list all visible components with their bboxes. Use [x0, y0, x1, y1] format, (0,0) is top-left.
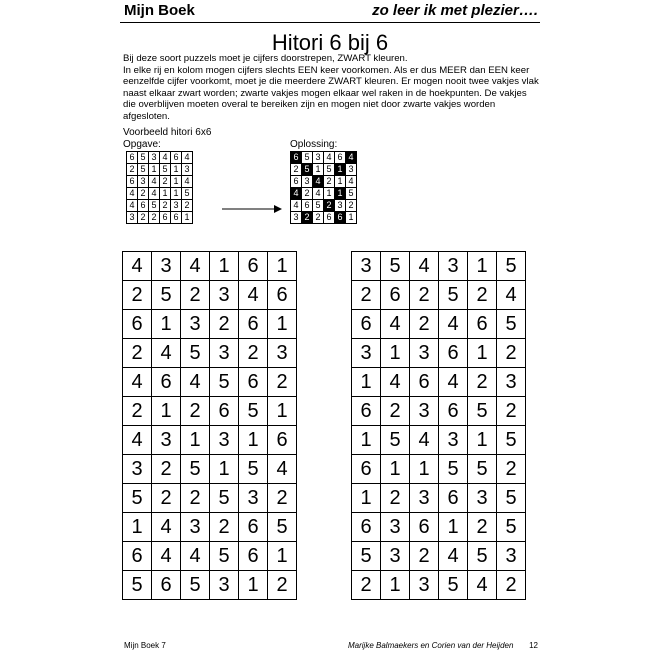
puzzle-cell[interactable]: 1 — [352, 484, 381, 513]
puzzle-cell[interactable]: 2 — [268, 484, 297, 513]
example-puzzle-cell: 6 — [127, 176, 138, 188]
puzzle-cell[interactable]: 5 — [123, 571, 152, 600]
puzzle-cell[interactable]: 6 — [123, 310, 152, 339]
grid-row — [127, 176, 193, 188]
puzzle-cell[interactable]: 3 — [152, 426, 181, 455]
example-solution-cell: 4 — [291, 188, 302, 200]
puzzle-cell[interactable]: 1 — [239, 571, 268, 600]
puzzle-cell[interactable]: 5 — [239, 455, 268, 484]
puzzle-cell[interactable]: 3 — [210, 426, 239, 455]
puzzle-cell[interactable]: 2 — [352, 571, 381, 600]
puzzle-cell[interactable]: 1 — [468, 339, 497, 368]
example-solution-cell: 1 — [335, 176, 346, 188]
puzzle-cell[interactable]: 5 — [181, 455, 210, 484]
example-solution-cell: 4 — [313, 176, 324, 188]
puzzle-cell[interactable]: 6 — [410, 368, 439, 397]
example-solution-cell: 4 — [346, 176, 357, 188]
grid-row — [352, 426, 526, 455]
puzzle-cell[interactable]: 2 — [410, 542, 439, 571]
puzzle-label: Opgave: — [123, 139, 161, 150]
example-puzzle-cell: 5 — [182, 188, 193, 200]
example-puzzle-cell: 2 — [138, 188, 149, 200]
example-solution-cell: 2 — [313, 212, 324, 224]
example-puzzle-cell: 1 — [182, 212, 193, 224]
puzzle-cell[interactable]: 5 — [468, 542, 497, 571]
puzzle-cell[interactable]: 3 — [210, 281, 239, 310]
example-solution-cell: 6 — [302, 200, 313, 212]
grid-row — [291, 176, 357, 188]
puzzle-cell[interactable]: 5 — [181, 571, 210, 600]
example-solution-cell: 1 — [324, 188, 335, 200]
puzzle-cell[interactable]: 5 — [439, 571, 468, 600]
puzzle-cell[interactable]: 6 — [352, 310, 381, 339]
puzzle-cell[interactable]: 4 — [152, 513, 181, 542]
example-puzzle-cell: 4 — [182, 176, 193, 188]
example-puzzle-cell: 3 — [171, 200, 182, 212]
grid-row — [123, 455, 297, 484]
grid-row — [123, 281, 297, 310]
puzzle-cell[interactable]: 4 — [381, 310, 410, 339]
puzzle-cell[interactable]: 4 — [181, 542, 210, 571]
puzzle-cell[interactable]: 2 — [152, 455, 181, 484]
puzzle-cell[interactable]: 3 — [381, 513, 410, 542]
example-solution-cell: 4 — [346, 152, 357, 164]
puzzle-cell[interactable]: 1 — [268, 252, 297, 281]
example-solution-cell: 6 — [291, 176, 302, 188]
example-puzzle-cell: 2 — [182, 200, 193, 212]
grid-row — [352, 310, 526, 339]
puzzle-cell[interactable]: 2 — [268, 368, 297, 397]
puzzle-cell[interactable]: 4 — [152, 339, 181, 368]
grid-row — [352, 513, 526, 542]
puzzle-cell[interactable]: 1 — [381, 455, 410, 484]
puzzle-cell[interactable]: 5 — [210, 542, 239, 571]
puzzle-cell[interactable]: 2 — [381, 397, 410, 426]
puzzle-cell[interactable]: 3 — [410, 339, 439, 368]
puzzle-cell[interactable]: 1 — [381, 339, 410, 368]
page-title: Hitori 6 bij 6 — [271, 30, 389, 55]
example-puzzle-cell: 6 — [127, 152, 138, 164]
puzzle-cell[interactable]: 2 — [497, 339, 526, 368]
puzzle-cell[interactable]: 3 — [497, 542, 526, 571]
puzzle-cell[interactable]: 5 — [381, 426, 410, 455]
example-solution-cell: 2 — [302, 212, 313, 224]
puzzle-cell[interactable]: 3 — [268, 339, 297, 368]
puzzle-cell[interactable]: 3 — [439, 426, 468, 455]
grid-row — [291, 164, 357, 176]
example-solution-cell: 1 — [313, 164, 324, 176]
puzzle-cell[interactable]: 4 — [410, 252, 439, 281]
grid-row — [127, 188, 193, 200]
example-puzzle-cell: 3 — [127, 212, 138, 224]
puzzle-cell[interactable]: 5 — [123, 484, 152, 513]
example-solution-cell: 6 — [335, 212, 346, 224]
example-puzzle-cell: 3 — [182, 164, 193, 176]
puzzle-cell[interactable]: 1 — [439, 513, 468, 542]
grid-row — [352, 571, 526, 600]
puzzle-cell[interactable]: 6 — [439, 339, 468, 368]
puzzle-cell[interactable]: 6 — [123, 542, 152, 571]
puzzle-cell[interactable]: 3 — [439, 252, 468, 281]
example-solution-cell: 5 — [324, 164, 335, 176]
example-solution-cell: 5 — [302, 164, 313, 176]
puzzle-cell[interactable]: 6 — [239, 513, 268, 542]
example-solution-cell: 4 — [291, 200, 302, 212]
example-puzzle-cell: 2 — [127, 164, 138, 176]
grid-row — [291, 200, 357, 212]
puzzle-cell[interactable]: 1 — [123, 513, 152, 542]
example-puzzle-cell: 1 — [171, 164, 182, 176]
hitori-puzzle-3[interactable] — [122, 425, 297, 600]
grid-row — [123, 571, 297, 600]
puzzle-cell[interactable]: 4 — [123, 426, 152, 455]
puzzle-cell[interactable]: 4 — [381, 368, 410, 397]
puzzle-cell[interactable]: 3 — [410, 397, 439, 426]
puzzle-cell[interactable]: 3 — [181, 310, 210, 339]
instructions-paragraph: In elke rij en kolom mogen cijfers slechts EEN keer voorkomen. Als er dus MEER dan EEN keer eenzelfde cijfer voorkomt, moet je die meerdere ZWART kleuren. Er mogen nooit twee vakjes vlak naast elkaar zwart worden; zwarte vakjes mogen elkaar wel raken in de hoekpunten. De vakjes die overblijven moeten overal te bereiken zijn en mogen niet door zwarte vakjes worden afgesloten. — [123, 64, 539, 122]
puzzle-cell[interactable]: 5 — [152, 281, 181, 310]
puzzle-cell[interactable]: 4 — [439, 368, 468, 397]
grid-row — [127, 152, 193, 164]
example-puzzle-cell: 2 — [160, 200, 171, 212]
puzzle-cell[interactable]: 5 — [352, 542, 381, 571]
puzzle-cell[interactable]: 1 — [468, 252, 497, 281]
puzzle-cell[interactable]: 2 — [123, 397, 152, 426]
puzzle-cell[interactable]: 6 — [381, 281, 410, 310]
grid-row — [352, 542, 526, 571]
grid-row — [352, 339, 526, 368]
puzzle-cell[interactable]: 1 — [381, 571, 410, 600]
puzzle-cell[interactable]: 6 — [468, 310, 497, 339]
instructions — [123, 53, 539, 123]
puzzle-cell[interactable]: 2 — [497, 397, 526, 426]
puzzle-cell[interactable]: 4 — [181, 252, 210, 281]
grid-row — [291, 152, 357, 164]
example-solution-cell: 3 — [302, 176, 313, 188]
puzzle-cell[interactable]: 5 — [468, 455, 497, 484]
puzzle-cell[interactable]: 5 — [497, 310, 526, 339]
puzzle-cell[interactable]: 5 — [468, 397, 497, 426]
page-number: 12 — [529, 641, 538, 650]
puzzle-cell[interactable]: 4 — [239, 281, 268, 310]
puzzle-cell[interactable]: 6 — [152, 571, 181, 600]
example-puzzle-cell: 3 — [138, 176, 149, 188]
footer-authors: Marijke Balmaekers en Corien van der Heijden — [348, 641, 514, 650]
puzzle-cell[interactable]: 6 — [152, 368, 181, 397]
grid-row — [352, 397, 526, 426]
example-solution-cell: 4 — [324, 152, 335, 164]
puzzle-cell[interactable]: 5 — [239, 397, 268, 426]
puzzle-cell[interactable]: 3 — [123, 455, 152, 484]
puzzle-cell[interactable]: 4 — [152, 542, 181, 571]
example-puzzle-cell: 5 — [149, 200, 160, 212]
puzzle-cell[interactable]: 5 — [210, 484, 239, 513]
puzzle-cell[interactable]: 4 — [468, 571, 497, 600]
puzzle-cell[interactable]: 5 — [181, 339, 210, 368]
example-puzzle-grid — [126, 151, 193, 224]
example-solution-cell: 3 — [313, 152, 324, 164]
instructions-line: Bij deze soort puzzels moet je cijfers doorstrepen, ZWART kleuren. — [123, 53, 408, 64]
example-label: Voorbeeld hitori 6x6 — [123, 127, 212, 138]
example-puzzle-cell: 5 — [138, 152, 149, 164]
example-puzzle-cell: 4 — [149, 188, 160, 200]
puzzle-cell[interactable]: 2 — [497, 571, 526, 600]
grid-row — [123, 542, 297, 571]
example-puzzle-cell: 2 — [160, 176, 171, 188]
example-puzzle-cell: 4 — [127, 200, 138, 212]
puzzle-cell[interactable]: 2 — [468, 281, 497, 310]
example-solution-cell: 1 — [346, 212, 357, 224]
puzzle-cell[interactable]: 2 — [181, 397, 210, 426]
example-solution-cell: 4 — [313, 188, 324, 200]
example-puzzle-cell: 1 — [149, 164, 160, 176]
puzzle-cell[interactable]: 2 — [210, 513, 239, 542]
grid-row — [291, 188, 357, 200]
grid-row — [123, 397, 297, 426]
example-solution-cell: 6 — [291, 152, 302, 164]
puzzle-cell[interactable]: 2 — [123, 281, 152, 310]
puzzle-cell[interactable]: 4 — [497, 281, 526, 310]
puzzle-cell[interactable]: 4 — [439, 542, 468, 571]
example-puzzle-cell: 3 — [149, 152, 160, 164]
example-solution-cell: 5 — [346, 188, 357, 200]
puzzle-cell[interactable]: 1 — [210, 455, 239, 484]
puzzle-cell[interactable]: 2 — [239, 339, 268, 368]
puzzle-cell[interactable]: 6 — [439, 397, 468, 426]
puzzle-cell[interactable]: 6 — [439, 484, 468, 513]
example-solution-cell: 1 — [335, 164, 346, 176]
puzzle-cell[interactable]: 2 — [410, 281, 439, 310]
example-puzzle-cell: 1 — [160, 188, 171, 200]
puzzle-cell[interactable]: 5 — [210, 368, 239, 397]
puzzle-cell[interactable]: 1 — [152, 310, 181, 339]
example-solution-cell: 3 — [291, 212, 302, 224]
grid-row — [123, 484, 297, 513]
puzzle-cell[interactable]: 5 — [497, 426, 526, 455]
grid-row — [352, 368, 526, 397]
puzzle-cell[interactable]: 5 — [497, 252, 526, 281]
puzzle-cell[interactable]: 1 — [468, 426, 497, 455]
puzzle-cell[interactable]: 5 — [268, 513, 297, 542]
puzzle-cell[interactable]: 2 — [468, 513, 497, 542]
example-puzzle-cell: 6 — [171, 212, 182, 224]
puzzle-cell[interactable]: 6 — [210, 397, 239, 426]
example-solution-cell: 2 — [324, 200, 335, 212]
example-solution-cell: 6 — [324, 212, 335, 224]
example-puzzle-cell: 6 — [160, 212, 171, 224]
puzzle-cell[interactable]: 1 — [268, 542, 297, 571]
header-rule — [120, 22, 540, 23]
puzzle-cell[interactable]: 6 — [239, 252, 268, 281]
puzzle-cell[interactable]: 3 — [497, 368, 526, 397]
example-solution-cell: 1 — [335, 188, 346, 200]
puzzle-cell[interactable]: 3 — [468, 484, 497, 513]
puzzle-cell[interactable]: 2 — [181, 281, 210, 310]
example-solution-cell: 3 — [346, 164, 357, 176]
puzzle-cell[interactable]: 4 — [410, 426, 439, 455]
puzzle-cell[interactable]: 2 — [352, 281, 381, 310]
puzzle-cell[interactable]: 3 — [410, 484, 439, 513]
puzzle-cell[interactable]: 3 — [210, 571, 239, 600]
puzzle-cell[interactable]: 3 — [239, 484, 268, 513]
example-solution-grid — [290, 151, 357, 224]
puzzle-cell[interactable]: 5 — [439, 281, 468, 310]
puzzle-cell[interactable]: 6 — [268, 426, 297, 455]
puzzle-cell[interactable]: 2 — [152, 484, 181, 513]
example-puzzle-cell: 5 — [138, 164, 149, 176]
puzzle-cell[interactable]: 6 — [352, 513, 381, 542]
puzzle-cell[interactable]: 3 — [181, 513, 210, 542]
puzzle-cell[interactable]: 3 — [352, 339, 381, 368]
puzzle-cell[interactable]: 2 — [210, 310, 239, 339]
puzzle-cell[interactable]: 1 — [210, 252, 239, 281]
puzzle-cell[interactable]: 5 — [497, 484, 526, 513]
example-puzzle-cell: 6 — [138, 200, 149, 212]
puzzle-cell[interactable]: 3 — [152, 252, 181, 281]
example-puzzle-cell: 2 — [138, 212, 149, 224]
puzzle-cell[interactable]: 1 — [152, 397, 181, 426]
example-solution-cell: 6 — [335, 152, 346, 164]
puzzle-cell[interactable]: 2 — [410, 310, 439, 339]
grid-row — [352, 484, 526, 513]
puzzle-cell[interactable]: 4 — [123, 252, 152, 281]
arrow-right-icon — [222, 204, 282, 214]
grid-row — [123, 339, 297, 368]
solution-label: Oplossing: — [290, 139, 338, 150]
footer-book: Mijn Boek 7 — [124, 641, 166, 650]
example-solution-cell: 5 — [302, 152, 313, 164]
puzzle-cell[interactable]: 5 — [439, 455, 468, 484]
puzzle-cell[interactable]: 1 — [352, 368, 381, 397]
example-solution-cell: 2 — [291, 164, 302, 176]
example-puzzle-cell: 4 — [127, 188, 138, 200]
example-puzzle-cell: 2 — [149, 212, 160, 224]
puzzle-cell[interactable]: 6 — [268, 281, 297, 310]
puzzle-cell[interactable]: 6 — [239, 368, 268, 397]
puzzle-cell[interactable]: 4 — [268, 455, 297, 484]
grid-row — [123, 310, 297, 339]
puzzle-cell[interactable]: 6 — [352, 455, 381, 484]
example-solution-cell: 2 — [302, 188, 313, 200]
book-title: Mijn Boek — [124, 2, 195, 19]
grid-row — [123, 426, 297, 455]
example-solution-cell: 5 — [313, 200, 324, 212]
puzzle-cell[interactable]: 2 — [268, 571, 297, 600]
puzzle-cell[interactable]: 1 — [352, 426, 381, 455]
hitori-puzzle-2[interactable] — [351, 251, 526, 426]
puzzle-cell[interactable]: 5 — [381, 252, 410, 281]
puzzle-cell[interactable]: 6 — [352, 397, 381, 426]
grid-row — [123, 368, 297, 397]
puzzle-cell[interactable]: 2 — [468, 368, 497, 397]
puzzle-cell[interactable]: 2 — [497, 455, 526, 484]
grid-row — [123, 513, 297, 542]
puzzle-cell[interactable]: 2 — [181, 484, 210, 513]
puzzle-cell[interactable]: 6 — [239, 542, 268, 571]
puzzle-cell[interactable]: 2 — [381, 484, 410, 513]
hitori-puzzle-1[interactable] — [122, 251, 297, 426]
book-slogan: zo leer ik met plezier…. — [372, 2, 538, 19]
example-solution-cell: 2 — [346, 200, 357, 212]
puzzle-cell[interactable]: 2 — [123, 339, 152, 368]
puzzle-cell[interactable]: 1 — [239, 426, 268, 455]
puzzle-cell[interactable]: 1 — [268, 310, 297, 339]
puzzle-cell[interactable]: 1 — [268, 397, 297, 426]
puzzle-cell[interactable]: 6 — [410, 513, 439, 542]
example-puzzle-cell: 6 — [171, 152, 182, 164]
grid-row — [123, 252, 297, 281]
puzzle-cell[interactable]: 1 — [181, 426, 210, 455]
puzzle-cell[interactable]: 4 — [181, 368, 210, 397]
grid-row — [127, 212, 193, 224]
example-puzzle-cell: 5 — [160, 164, 171, 176]
grid-row — [352, 455, 526, 484]
example-puzzle-cell: 4 — [160, 152, 171, 164]
example-solution-cell: 2 — [324, 176, 335, 188]
grid-row — [352, 252, 526, 281]
puzzle-cell[interactable]: 1 — [410, 455, 439, 484]
example-puzzle-cell: 1 — [171, 176, 182, 188]
grid-row — [291, 212, 357, 224]
example-puzzle-cell: 1 — [171, 188, 182, 200]
example-puzzle-cell: 4 — [182, 152, 193, 164]
grid-row — [127, 164, 193, 176]
grid-row — [352, 281, 526, 310]
puzzle-cell[interactable]: 4 — [123, 368, 152, 397]
puzzle-cell[interactable]: 6 — [239, 310, 268, 339]
puzzle-cell[interactable]: 3 — [381, 542, 410, 571]
hitori-puzzle-4[interactable] — [351, 425, 526, 600]
puzzle-cell[interactable]: 4 — [439, 310, 468, 339]
puzzle-cell[interactable]: 3 — [352, 252, 381, 281]
puzzle-cell[interactable]: 3 — [210, 339, 239, 368]
page-header — [120, 2, 540, 22]
example-solution-cell: 3 — [335, 200, 346, 212]
example-puzzle-cell: 4 — [149, 176, 160, 188]
puzzle-cell[interactable]: 3 — [410, 571, 439, 600]
grid-row — [127, 200, 193, 212]
puzzle-cell[interactable]: 5 — [497, 513, 526, 542]
